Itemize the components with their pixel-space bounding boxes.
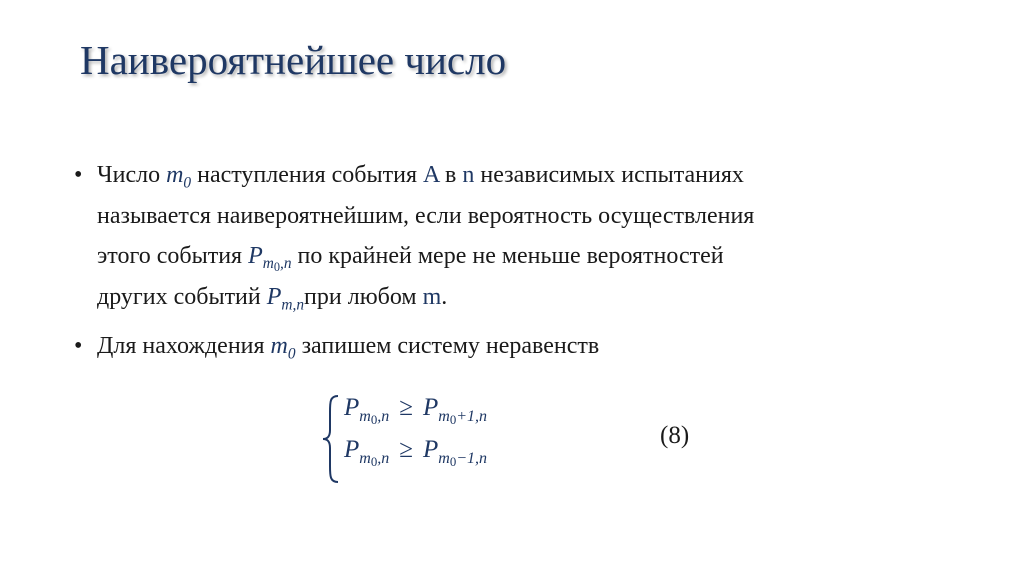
math-m: m	[422, 283, 442, 310]
bullet-paragraph-1	[74, 155, 934, 325]
text-zapishem: запишем систему неравенств	[295, 333, 600, 359]
bullet-1-line-1	[97, 155, 754, 196]
geq-symbol: ≥	[399, 436, 413, 463]
bullet-1-line-2: называется наивероятнейшим, если вероятность осуществления	[97, 202, 755, 229]
math-n: n	[462, 162, 475, 188]
text-dlya-nahozhdeniya: Для нахождения	[97, 333, 271, 359]
slide-title: Наивероятнейшее число	[80, 37, 507, 83]
text-v: в	[439, 162, 463, 188]
bullet-1-lines	[97, 155, 754, 317]
geq-symbol: ≥	[399, 394, 413, 421]
text-nezavisimyh: независимых испытаниях	[474, 162, 744, 188]
text-period: .	[441, 283, 448, 310]
math-P-m0-n: $P_{m_0,n}$	[248, 243, 292, 275]
bullet-2-lines	[97, 326, 599, 367]
inequality-2: $P_{m_0,n} \ge P_{m_0-1,n}$	[344, 436, 488, 469]
text-drugih: других событий	[97, 283, 267, 310]
math-m0: $m_0$	[166, 162, 192, 192]
text-nastupleniya: наступления события	[191, 162, 423, 188]
bullet-1-line-3	[97, 236, 754, 277]
math-A: A	[423, 162, 440, 188]
inequality-system	[322, 390, 582, 486]
equation-number: (8)	[660, 422, 690, 449]
math-m0: $m_0$	[270, 333, 296, 363]
text-po-kraynei: по крайней мере не меньше вероятностей	[291, 243, 724, 269]
text-etogo: этого события	[97, 243, 249, 269]
text-chislo: Число	[97, 162, 167, 188]
inequality-1: $P_{m_0,n} \ge P_{m_0+1,n}$	[344, 394, 488, 427]
math-P-m-n: $P_{m,n}$	[266, 283, 305, 313]
bullet-paragraph-2	[74, 326, 934, 368]
text-pri-lyubom: при любом	[304, 283, 423, 310]
left-brace-icon	[322, 394, 340, 484]
bullet-1-line-4	[97, 277, 754, 318]
bullet-marker: •	[74, 333, 83, 359]
bullet-marker: •	[74, 162, 83, 188]
